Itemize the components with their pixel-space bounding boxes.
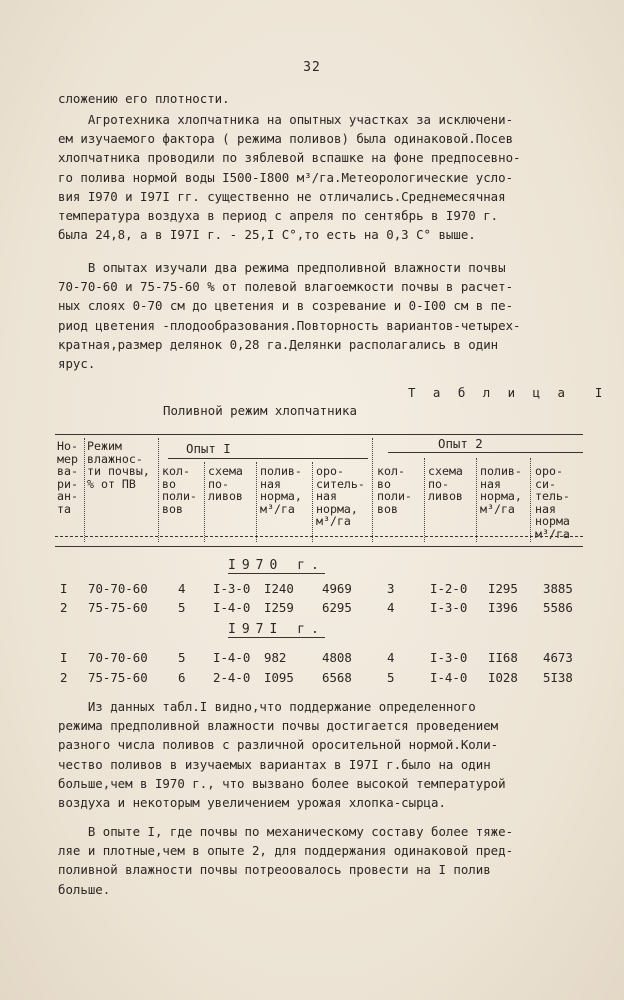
- column-separator: [256, 462, 257, 542]
- page-number: 32: [303, 60, 321, 75]
- cell-norm: I028: [488, 670, 518, 685]
- cell-scheme: I-4-0: [213, 650, 251, 665]
- text-line: воздуха и некоторым увеличением урожая хлопка-сырца.: [58, 795, 446, 811]
- year-heading: I970 г.: [228, 558, 325, 573]
- text-line: разного числа поливов с различной оросительной нормой.Коли-: [58, 737, 499, 753]
- cell-total: 5I38: [543, 670, 573, 685]
- cell-count: 5: [178, 650, 186, 665]
- cell-count: 6: [178, 670, 186, 685]
- text-line: го полива нормой воды I500-I800 м³/га.Метеорологические усло-: [58, 169, 514, 185]
- column-separator: [424, 458, 425, 542]
- cell-variant: 2: [60, 600, 68, 615]
- table-title: Поливной режим хлопчатника: [163, 403, 357, 418]
- cell-regime: 70-70-60: [88, 650, 148, 665]
- paragraph-continuation: [58, 89, 598, 108]
- text-line: больше.: [58, 881, 111, 897]
- text-line: вия I970 и I97I гг. существенно не отличались.Среднемесячная: [58, 188, 506, 204]
- text-line: кратная,размер делянок 0,28 га.Делянки располагались в один: [58, 336, 499, 352]
- cell-variant: I: [60, 650, 68, 665]
- header-moisture-regime: Режим влажнос- ти почвы, % от ПВ: [87, 439, 150, 491]
- cell-total: 6568: [322, 670, 352, 685]
- cell-norm: I295: [488, 581, 518, 596]
- header-irrigation-norm-1: полив- ная норма, м³/га: [260, 464, 302, 516]
- text-line: режима предполивной влажности почвы достигается проведением: [58, 718, 499, 734]
- header-double-rule: [55, 546, 583, 547]
- text-line: сложению его плотности.: [58, 91, 230, 106]
- header-irrigation-count-2: кол- во поли- вов: [377, 464, 412, 516]
- cell-scheme: I-3-0: [213, 581, 251, 596]
- cell-regime: 75-75-60: [88, 670, 148, 685]
- column-separator: [476, 458, 477, 542]
- cell-total: 3885: [543, 581, 573, 596]
- cell-norm: I240: [264, 581, 294, 596]
- text-line: В опытах изучали два режима предполивной влажности почвы: [58, 260, 506, 275]
- column-separator: [158, 438, 159, 542]
- cell-norm: 982: [264, 650, 287, 665]
- cell-count: 5: [387, 670, 395, 685]
- cell-scheme: I-3-0: [430, 650, 468, 665]
- cell-regime: 70-70-60: [88, 581, 148, 596]
- text-line: 70-70-60 и 75-75-60 % от полевой влагоемкости почвы в расчет-: [58, 279, 514, 295]
- table-label: Т а б л и ц а I: [408, 385, 608, 400]
- cell-norm: II68: [488, 650, 518, 665]
- cell-regime: 75-75-60: [88, 600, 148, 615]
- cell-total: 4808: [322, 650, 352, 665]
- text-line: чество поливов в изучаемых вариантах в I97I г.было на один: [58, 756, 491, 772]
- header-irrigation-count-1: кол- во поли- вов: [162, 464, 197, 516]
- cell-count: 3: [387, 581, 395, 596]
- text-line: риод цветения -плодообразования.Повторность вариантов-четырех-: [58, 317, 521, 333]
- text-line: была 24,8, а в I97I г. - 25,I С°,то есть на 0,3 С° выше.: [58, 227, 476, 243]
- header-variant-number: Но- мер ва- ри- ан- та: [57, 439, 78, 516]
- text-line: Из данных табл.I видно,что поддержание определенного: [58, 699, 476, 714]
- cell-variant: 2: [60, 670, 68, 685]
- paragraph-conclusion: [58, 822, 598, 899]
- cell-scheme: I-4-0: [430, 670, 468, 685]
- column-separator: [312, 462, 313, 542]
- header-irrigation-scheme-1: схема по- ливов: [208, 464, 243, 503]
- cell-norm: I259: [264, 600, 294, 615]
- group-2-rule: [388, 452, 583, 453]
- group-header-experiment-2: Опыт 2: [438, 436, 483, 451]
- cell-total: 4673: [543, 650, 573, 665]
- cell-count: 4: [387, 600, 395, 615]
- text-line: ем изучаемого фактора ( режима поливов) была одинаковой.Посев: [58, 131, 514, 147]
- header-irrigation-norm-2: полив- ная норма, м³/га: [480, 464, 522, 516]
- paragraph-analysis: [58, 697, 598, 812]
- cell-scheme: I-3-0: [430, 600, 468, 615]
- cell-variant: I: [60, 581, 68, 596]
- cell-scheme: I-4-0: [213, 600, 251, 615]
- text-line: больше,чем в I970 г., что вызвано более высокой температурой: [58, 775, 506, 791]
- cell-total: 5586: [543, 600, 573, 615]
- cell-total: 6295: [322, 600, 352, 615]
- paragraph-agrotechnics: [58, 110, 598, 244]
- text-line: В опыте I, где почвы по механическому составу более тяже-: [58, 824, 514, 839]
- table-top-rule: [55, 434, 583, 435]
- column-separator: [530, 458, 531, 542]
- paragraph-experiments: [58, 258, 598, 373]
- header-total-norm-1: оро- ситель- ная норма, м³/га: [316, 464, 365, 528]
- cell-count: 4: [387, 650, 395, 665]
- group-1-rule: [168, 458, 368, 459]
- column-separator: [84, 438, 85, 542]
- text-line: Агротехника хлопчатника на опытных участках за исключени-: [58, 112, 514, 127]
- cell-total: 4969: [322, 581, 352, 596]
- cell-count: 5: [178, 600, 186, 615]
- text-line: температура воздуха в период с апреля по сентябрь в I970 г.: [58, 208, 499, 224]
- cell-norm: I396: [488, 600, 518, 615]
- column-separator: [204, 462, 205, 542]
- cell-scheme: 2-4-0: [213, 670, 251, 685]
- text-line: ных слоях 0-70 см до цветения и в созревание и 0-I00 см в пе-: [58, 298, 514, 314]
- text-line: хлопчатника проводили по зяблевой вспашке на фоне предпосевно-: [58, 150, 521, 166]
- cell-count: 4: [178, 581, 186, 596]
- header-total-norm-2: оро- си- тель- ная норма м³/га: [535, 464, 570, 541]
- column-separator: [372, 438, 373, 542]
- year-heading: I97I г.: [228, 622, 325, 637]
- cell-scheme: I-2-0: [430, 581, 468, 596]
- text-line: ляе и плотные,чем в опыте 2, для поддержания одинаковой пред-: [58, 843, 514, 859]
- text-line: ярус.: [58, 356, 96, 372]
- group-header-experiment-1: Опыт I: [186, 441, 231, 456]
- text-line: поливной влажности почвы потреоовалось провести на I полив: [58, 862, 491, 878]
- header-irrigation-scheme-2: схема по- ливов: [428, 464, 463, 503]
- header-bottom-rule: [55, 536, 583, 537]
- cell-norm: I095: [264, 670, 294, 685]
